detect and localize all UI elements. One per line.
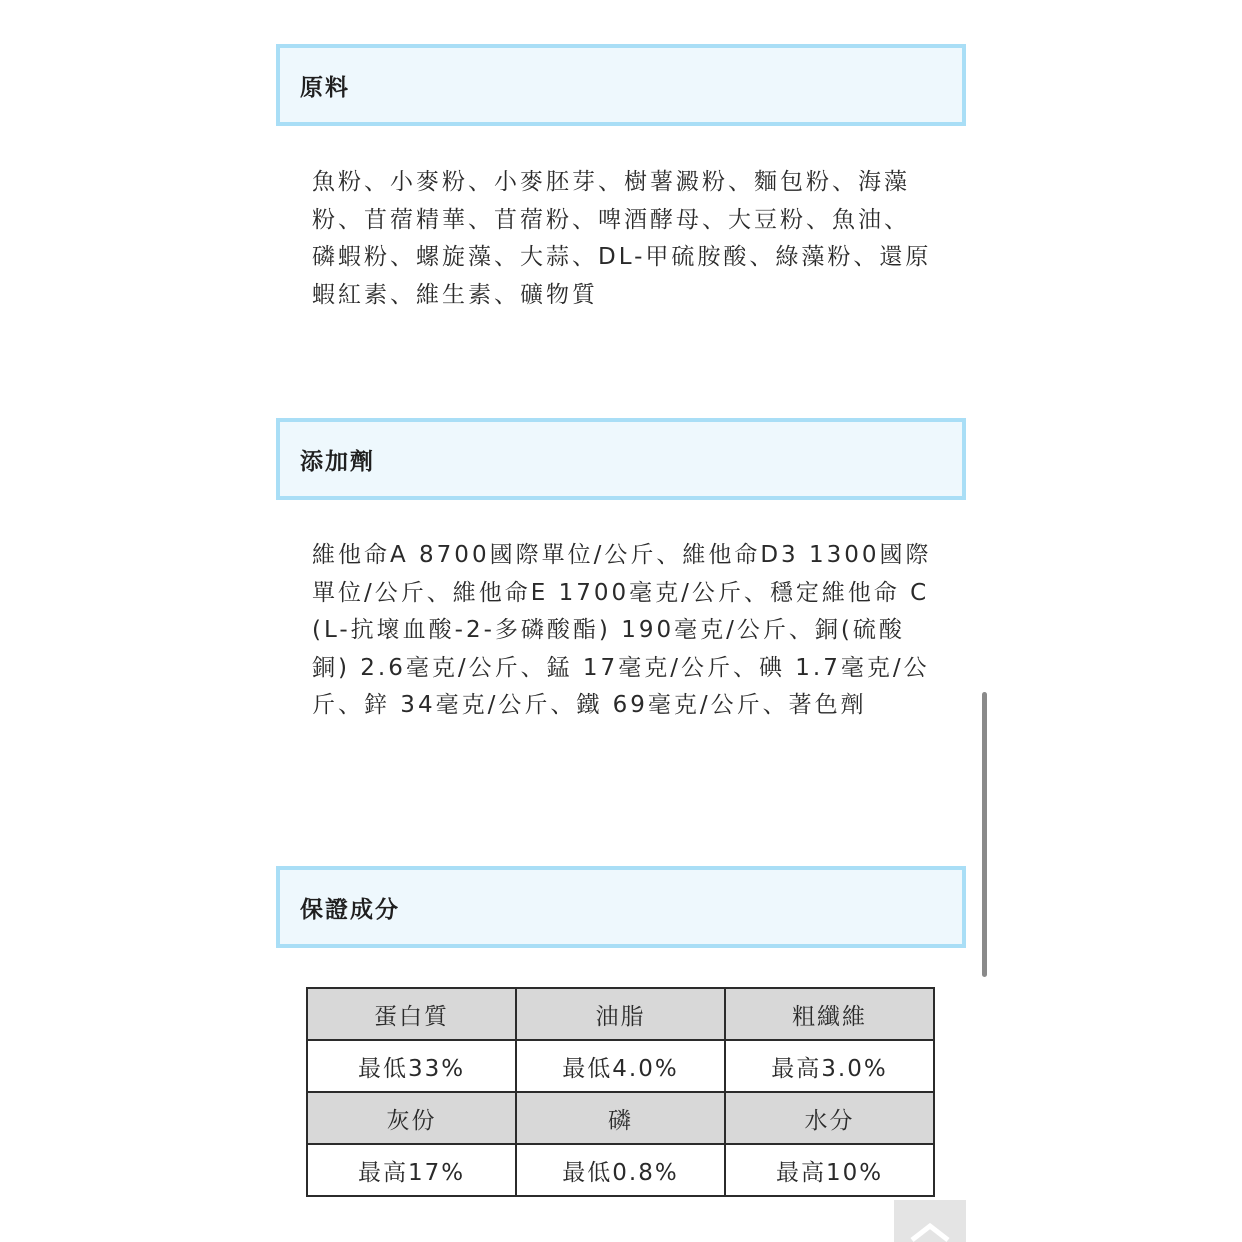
table-cell: 油脂 [516, 988, 725, 1040]
table-cell: 最高10% [725, 1144, 934, 1196]
table-cell: 最低4.0% [516, 1040, 725, 1092]
table-cell: 最高17% [307, 1144, 516, 1196]
table-cell: 粗纖維 [725, 988, 934, 1040]
guaranteed-analysis-header [276, 866, 966, 948]
guaranteed-analysis-title: 保證成分 [300, 896, 400, 923]
raw-materials-text: 魚粉、小麥粉、小麥胚芽、樹薯澱粉、麵包粉、海藻粉、苜蓿精華、苜蓿粉、啤酒酵母、大豆粉、魚油、磷蝦粉、螺旋藻、大蒜、DL-甲硫胺酸、綠藻粉、還原蝦紅素、維生素、礦物質 [312, 169, 932, 308]
scrollbar-thumb[interactable] [982, 692, 987, 977]
table-row [307, 1092, 934, 1144]
table-cell: 灰份 [307, 1092, 516, 1144]
raw-materials-header [276, 44, 966, 126]
table-cell: 最高3.0% [725, 1040, 934, 1092]
table-cell: 最低0.8% [516, 1144, 725, 1196]
table-cell: 磷 [516, 1092, 725, 1144]
table-row [307, 988, 934, 1040]
additives-text: 維他命A 8700國際單位/公斤、維他命D3 1300國際單位/公斤、維他命E 1700毫克/公斤、穩定維他命 C(L-抗壞血酸-2-多磷酸酯) 190毫克/公斤、銅(硫酸 銅) 2.6毫克/公斤、錳 17毫克/公斤、碘 1.7毫克/公斤、鋅 34毫克/公斤、鐵 69毫克/公斤、著色劑 [312, 542, 932, 719]
additives-header [276, 418, 966, 500]
table-cell: 蛋白質 [307, 988, 516, 1040]
chevron-up-icon [908, 1222, 952, 1242]
table-row [307, 1144, 934, 1196]
table-cell: 水分 [725, 1092, 934, 1144]
guaranteed-analysis-table [306, 987, 935, 1197]
table-cell: 最低33% [307, 1040, 516, 1092]
back-to-top-button[interactable] [894, 1200, 966, 1242]
table-row [307, 1040, 934, 1092]
raw-materials-title: 原料 [300, 74, 350, 101]
additives-title: 添加劑 [300, 448, 375, 475]
